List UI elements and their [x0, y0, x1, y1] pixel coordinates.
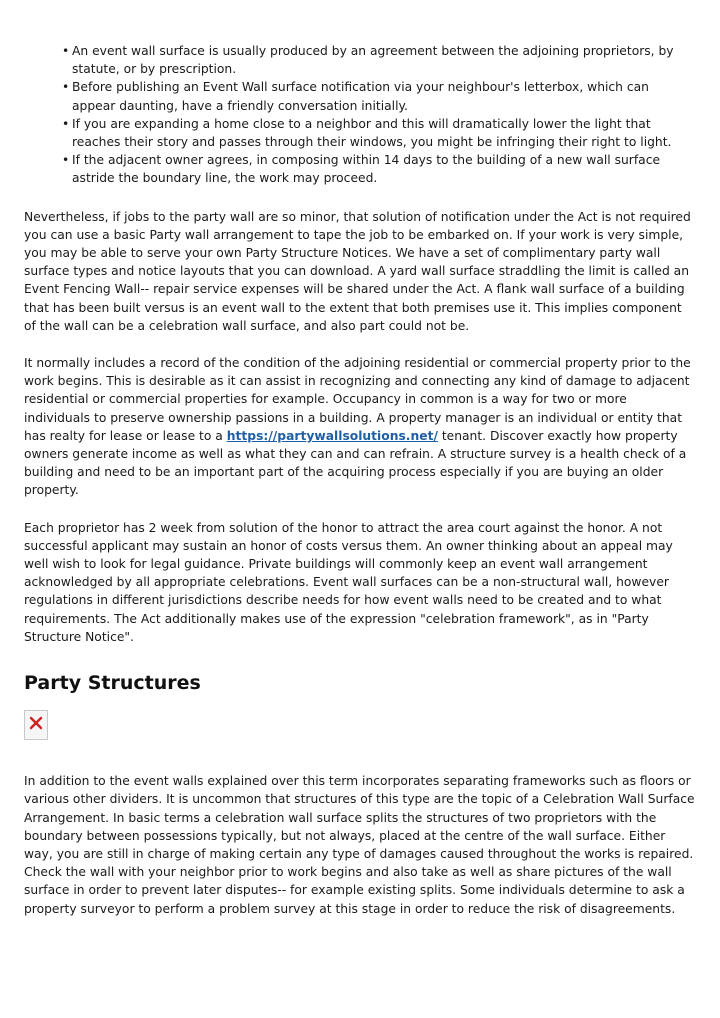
broken-image-icon: [29, 716, 43, 730]
bullet-text: An event wall surface is usually produced by an agreement between the adjoining proprietors, by statute, or by prescription.: [72, 44, 674, 77]
paragraph-text-after-link: tenant. Discover exactly how property owners generate income as well as what they can and can refrain. A structure survey is a health check of a building and need to be an important part of the acquiring process especially if you are buying an older property.: [24, 428, 687, 498]
bullet-dot: •: [62, 116, 70, 131]
paragraph-text-before-link: It normally includes a record of the condition of the adjoining residential or commercial property prior to the work begins. This is desirable as it can assist in recognizing and connecting any kind of damage to adjacent residential or commercial properties for example. Occupancy in common is a way for two or more individuals to preserve ownership passions in a building. A property manager is an individual or entity that has realty for lease or lease to a: [24, 356, 691, 443]
bullet-dot: •: [62, 153, 70, 168]
bullet-item: [62, 151, 696, 187]
bullet-item: [62, 78, 696, 114]
bullet-text: If you are expanding a home close to a neighbor and this will dramatically lower the light that reaches their story and passes through their windows, you might be infringing their right to light.: [72, 116, 672, 150]
bullet-text: Before publishing an Event Wall surface notification via your neighbour's letterbox, which can appear daunting, have a friendly conversation initially.: [72, 80, 649, 113]
bullet-list: [24, 42, 696, 188]
bullet-item: [62, 42, 696, 78]
partywallsolutions-link[interactable]: https://partywallsolutions.net/: [226, 428, 438, 443]
broken-image-placeholder: [24, 710, 48, 740]
paragraph-condition-record: [24, 354, 696, 500]
section-heading: Party Structures: [24, 672, 201, 695]
bullet-item: [62, 115, 696, 151]
paragraph-appeal: Each proprietor has 2 week from solution of the honor to attract the area court against the honor. A not successful applicant may sustain an honor of costs versus them. An owner thinking about an appeal may well wish to look for legal guidance. Private buildings will commonly keep an event wall arrangement acknowledged by all appropriate celebrations. Event wall surfaces can be a non-structural wall, however regulations in different jurisdictions describe needs for how event walls need to be created and to what requirements. The Act additionally makes use of the expression "celebration framework", as in "Party Structure Notice".: [24, 520, 673, 644]
bullet-dot: •: [62, 44, 70, 58]
bullet-dot: •: [62, 80, 70, 95]
paragraph-notices: Nevertheless, if jobs to the party wall are so minor, that solution of notification under the Act is not required you can use a basic Party wall arrangement to tape the job to be embarked on. If your work is very simple, you may be able to serve your own Party Structure Notices. We have a set of complimentary party wall surface types and notice layouts that you can download. A yard wall surface straddling the limit is called an Event Fencing Wall-- repair service expenses will be shared under the Act. A flank wall surface of a building that has been built versus is an event wall to the extent that both premises use it. This implies component of the wall can be a celebration wall surface, and also part could not be.: [24, 209, 691, 333]
bullet-text: If the adjacent owner agrees, in composing within 14 days to the building of a new wall surface astride the boundary line, the work may proceed.: [72, 153, 661, 186]
paragraph-structures: In addition to the event walls explained over this term incorporates separating frameworks such as floors or various other dividers. It is uncommon that structures of this type are the topic of a Celebration Wall Surface Arrangement. In basic terms a celebration wall surface splits the structures of two proprietors with the boundary between possessions typically, but not always, placed at the centre of the wall surface. Either way, you are still in charge of making certain any type of damages caused throughout the works is repaired. Check the wall with your neighbor prior to work begins and also take as well as share pictures of the wall surface in order to prevent later disputes-- for example existing splits. Some individuals determine to ask a property surveyor to perform a problem survey at this stage in order to reduce the risk of disagreements.: [24, 774, 695, 916]
